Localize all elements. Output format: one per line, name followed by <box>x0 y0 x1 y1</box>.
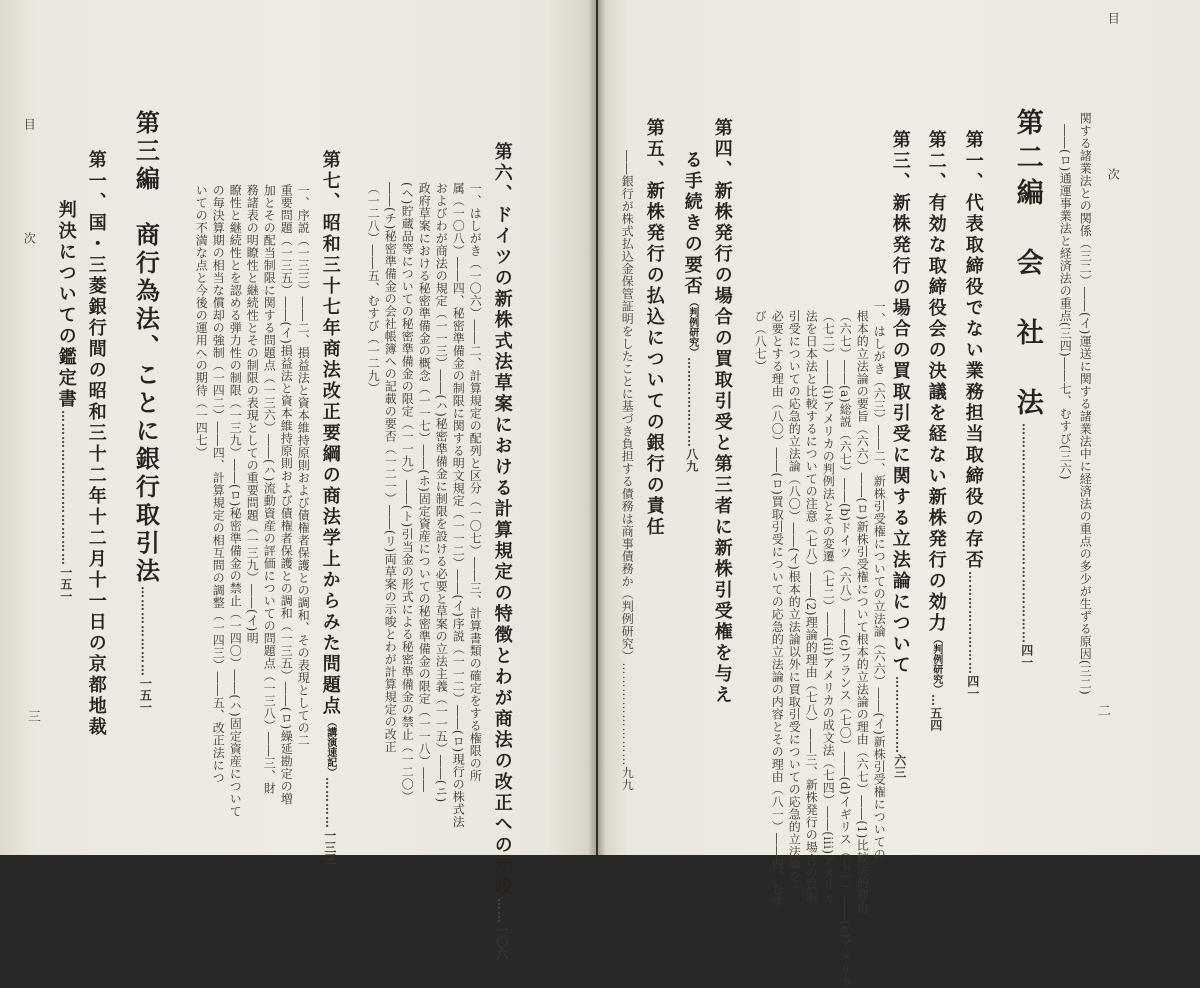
toc-entry: 第七、昭和三十七年商法改正要綱の商法学上からみた問題点（講演速記）…………一三三 <box>319 150 341 865</box>
toc-line: 一、はしがき（六三）――二、新株引受権についての立法論（六六）――(イ)新株引受権についての <box>872 300 887 861</box>
part-heading: 第三編 商行為法、ことに銀行取引法…………………一五一 <box>131 110 161 713</box>
toc-entry: 第一、代表取締役でない業務担当取締役の存否……………………四一 <box>962 130 984 699</box>
page-number: 三 <box>28 710 42 725</box>
toc-line: 引受についての応急的立法論（八〇）――(イ)根本的立法論以外に買取引受についての応急的立法論を <box>787 310 802 883</box>
toc-line: 政府草案における秘密準備金の概念（一一七）――(ホ)固定資産についての秘密準備金の限定（一一八）―― <box>417 182 432 793</box>
toc-line: およびわが商法の規定（一一三）――(ハ)秘密準備金に制限を設ける必要と草案の立法主義（一一五）――(ニ) <box>434 182 449 803</box>
toc-line: (ヘ)貯蔵品等についての秘密準備金の限定（一一九）――(ト)引当金の形式による秘密準備金の禁止（一二〇） <box>400 182 415 803</box>
toc-line: （一二八）――五、むすび（一二九） <box>366 182 381 395</box>
toc-entry: 第六、ドイツの新株式法草案における計算規定の特徴とわが商法の改正への示唆……一〇六 <box>491 142 513 960</box>
part-heading: 第二編 会 社 法……………………………………………四一 <box>1011 108 1043 668</box>
toc-line: いての不満な点と今後の運用への期待（一四七） <box>194 184 209 459</box>
toc-line: 根本的立法論の要旨（六六）――(ロ)新株引受権について根本的立法論の理由（六七）――(1)比較法的理由 <box>855 310 870 914</box>
toc-entry: 判決についての鑑定書………………………………一五一 <box>55 200 77 602</box>
running-head-char: 次 <box>1106 168 1121 180</box>
toc-line: ――(ロ)通運事業法と経済法の重点(三四)――七、むすび(三六) <box>1058 124 1073 481</box>
toc-entry: 第一、国・三菱銀行間の昭和三十二年十二月十一日の京都地裁 <box>85 150 107 738</box>
running-head <box>1106 168 1119 180</box>
toc-entry: 第二、有効な取締役会の決議を経ない新株発行の効力（判例研究）…五四 <box>925 130 947 731</box>
running-head-char: 目 <box>22 118 37 130</box>
toc-line: ――銀行が株式払込金保管証明をしたことに基づき負担する債務は商事債務か（判例研究）……………………九九 <box>620 150 635 791</box>
left-page <box>0 0 596 960</box>
toc-line: 法を日本法と比較するについての注意（七八）――(2)理論的理由（七八）――三、新株発行の場合の買取 <box>804 310 819 904</box>
running-head-char: 次 <box>22 232 37 244</box>
toc-entry: る手続きの要否（判例研究）…………………八九 <box>681 150 703 472</box>
book-gutter <box>588 0 606 855</box>
right-page <box>598 0 1200 988</box>
toc-entry: 第三、新株発行の場合の買取引受に関する立法論について………………六三 <box>889 130 911 778</box>
toc-line: （六七）――(a)総説（六七）――(b)ドイツ（六八）――(c)フランス（七〇）――(d)イギリス（七一）――(e)アメリカ <box>838 310 853 988</box>
running-head-char: 目 <box>1106 12 1121 24</box>
running-head <box>1106 12 1119 24</box>
toc-line: 瞭性と継続性とを認める弾力性の制限（一三九）――(ロ)秘密準備金の禁止（一四〇）――(ハ)固定資産について <box>228 184 243 818</box>
toc-line: 加とその配当制限に関する問題点（一三六）――(ハ)流動資産の評価についての問題点（一三八）――三、財 <box>262 184 277 795</box>
toc-line: 関する諸業法との関係（三二）――(イ)運送に関する諸業法中に経済法の重点の多少が生ずる原因(三二) <box>1078 112 1093 696</box>
toc-line: の毎決算期の相当な償却の強制（一四二）――四、計算規定の相互間の調整（一四三）――五、改正法につ <box>211 184 226 784</box>
toc-line: 属（一〇八）――四、秘密準備金の制限に関する明文規定（一一二）――(イ)序説（一一二）――(ロ)現行の株式法 <box>451 182 466 828</box>
toc-entry: 第四、新株発行の場合の買取引受と第三者に新株引受権を与え <box>711 118 733 706</box>
running-head <box>22 232 35 244</box>
toc-entry: 第五、新株発行の払込についての銀行の責任 <box>643 118 665 538</box>
toc-line: 重要問題（一三五）――(イ)損益法と資本維持原則および債権者保護との調和（一三五）――(ロ)繰延勘定の増 <box>279 184 294 805</box>
toc-line: （七二）――(i)アメリカの判例法とその変遷（七二）――(ii)アメリカの成文法（七四）――(iii)アメリカ <box>821 310 836 905</box>
page-number: 二 <box>1098 704 1112 719</box>
toc-line: 一、序説（一三三）――二、損益法と資本維持原則および債権者保護との調和、その表現としての二 <box>296 184 311 747</box>
toc-line: 務諸表の明瞭性と継続性とその制限の表現としての重要問題（一三九）――(イ)明 <box>245 184 260 645</box>
toc-line: 必要とする理由（八〇）――(ロ)買取引受についての応急的立法論の内容とその理由（八一）――四、むす <box>770 310 785 908</box>
running-head <box>22 118 35 130</box>
toc-line: び（八七） <box>753 310 768 373</box>
toc-line: 一、はしがき（一〇六）――二、計算規定の配列と区分（一〇七）――三、計算書類の確定をする権限の所 <box>468 182 483 782</box>
toc-line: ――(チ)秘密準備金の会社帳簿への記載の要否（一二一）――(リ)両草案の示唆とわが計算規定の改正 <box>383 182 398 753</box>
